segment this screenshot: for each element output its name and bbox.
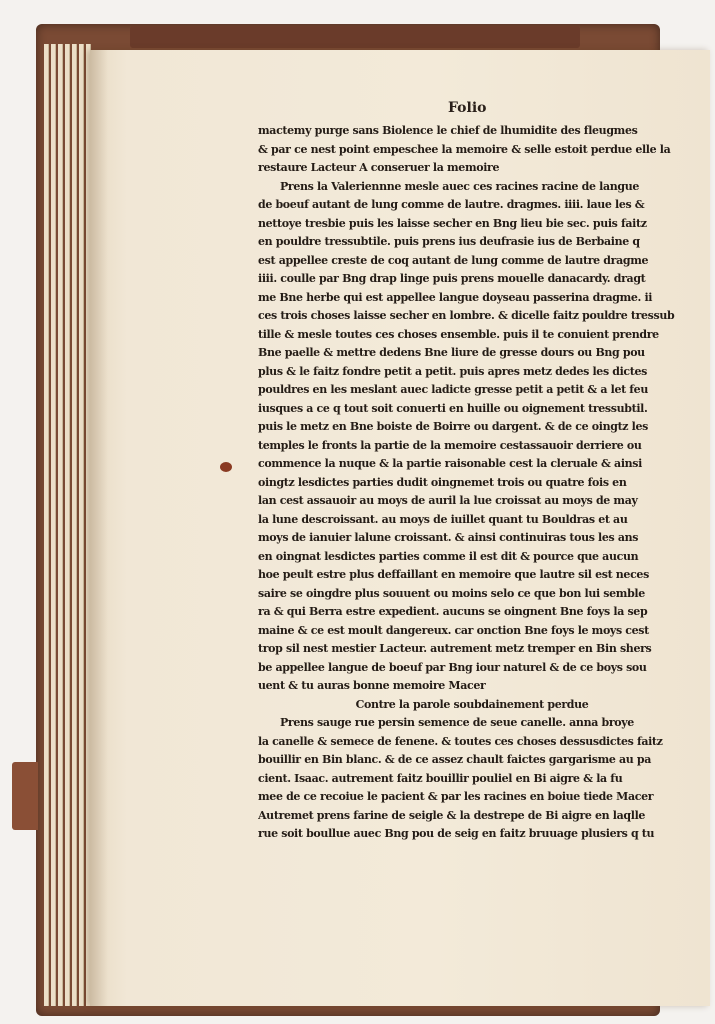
text-line: trop sil nest mestier Lacteur. autrement metz tremper en Bin shers	[258, 642, 652, 655]
text-line: puis le metz en Bne boiste de Boirre ou dargent. & de ce oingtz les	[258, 420, 648, 433]
text-line: nettoye tresbie puis les laisse secher en Bng lieu bie sec. puis faitz	[258, 216, 647, 230]
section-heading: Contre la parole soubdainement perdue	[355, 697, 589, 711]
text-line: lan cest assauoir au moys de auril la lue croissat au moys de may	[258, 494, 638, 507]
text-line: mee de ce recoiue le pacient & par les racines en boiue tiede Macer	[258, 790, 654, 803]
text-line: & par ce nest point empeschee la memoire & selle estoit perdue elle la	[258, 142, 671, 156]
text-line: pouldres en les meslant auec ladicte gresse petit a petit & a let feu	[258, 383, 648, 396]
text-line: ra & qui Berra estre expedient. aucuns se oingnent Bne foys la sep	[258, 605, 648, 618]
folio-header: Folio	[448, 100, 487, 116]
text-line: Bne paelle & mettre dedens Bne liure de gresse dours ou Bng pou	[258, 346, 645, 359]
text-line: hoe peult estre plus deffaillant en memoire que lautre sil est neces	[258, 568, 649, 581]
text-line: en pouldre tressubtile. puis prens ius deufrasie ius de Berbaine q	[258, 235, 640, 248]
text-line: ces trois choses laisse secher en lombre. & dicelle faitz pouldre tressub	[258, 309, 675, 322]
text-line: uent & tu auras bonne memoire Macer	[258, 679, 486, 692]
text-line: oingtz lesdictes parties dudit oingnemet trois ou quatre fois en	[258, 475, 627, 489]
cover-headband	[130, 26, 580, 48]
text-line: me Bne herbe qui est appellee langue doyseau passerina dragme. ii	[258, 290, 653, 304]
text-line: bouillir en Bin blanc. & de ce assez chault faictes gargarisme au pa	[258, 753, 652, 766]
text-line: cient. Isaac. autrement faitz bouillir pouliel en Bi aigre & la fu	[258, 771, 623, 785]
text-line: rue soit boullue auec Bng pou de seig en faitz bruuage plusiers q tu	[258, 827, 655, 840]
ink-stain	[220, 462, 232, 472]
text-line: tille & mesle toutes ces choses ensemble. puis il te conuient prendre	[258, 327, 659, 341]
text-line: commence la nuque & la partie raisonable cest la cleruale & ainsi	[258, 457, 642, 470]
text-block	[258, 122, 686, 844]
text-line: Autremet prens farine de seigle & la destrepe de Bi aigre en laqlle	[258, 808, 646, 822]
text-line: de boeuf autant de lung comme de lautre. dragmes. iiii. laue les &	[258, 198, 645, 211]
leather-tab	[12, 762, 38, 830]
text-line: temples le fronts la partie de la memoire cestassauoir derriere ou	[258, 438, 642, 452]
gutter-shadow	[90, 50, 108, 1006]
text-line: maine & ce est moult dangereux. car onction Bne foys le moys cest	[258, 623, 649, 637]
text-line: la canelle & semece de fenene. & toutes ces choses dessusdictes faitz	[258, 734, 663, 748]
text-line: mactemy purge sans Biolence le chief de lhumidite des fleugmes	[258, 124, 638, 137]
text-line: iiii. coulle par Bng drap linge puis prens mouelle danacardy. dragt	[258, 272, 646, 285]
text-line: Prens la Valeriennne mesle auec ces racines racine de langue	[280, 179, 640, 193]
text-line: en oingnat lesdictes parties comme il est dit & pource que aucun	[258, 549, 639, 563]
text-line: restaure Lacteur A conseruer la memoire	[258, 161, 500, 174]
text-line: plus & le faitz fondre petit a petit. puis apres metz dedes les dictes	[258, 364, 648, 378]
text-line: moys de ianuier lalune croissant. & ainsi continuiras tous les ans	[258, 531, 639, 544]
text-line: la lune descroissant. au moys de iuillet quant tu Bouldras et au	[258, 512, 628, 526]
text-line: est appellee creste de coq autant de lung comme de lautre dragme	[258, 253, 649, 267]
text-line: be appellee langue de boeuf par Bng iour naturel & de ce boys sou	[258, 660, 647, 674]
text-line: saire se oingdre plus souuent ou moins selo ce que bon lui semble	[258, 586, 645, 600]
text-line: Prens sauge rue persin semence de seue canelle. anna broye	[280, 716, 634, 729]
text-line: iusques a ce q tout soit conuerti en huille ou oignement tressubtil.	[258, 401, 648, 415]
